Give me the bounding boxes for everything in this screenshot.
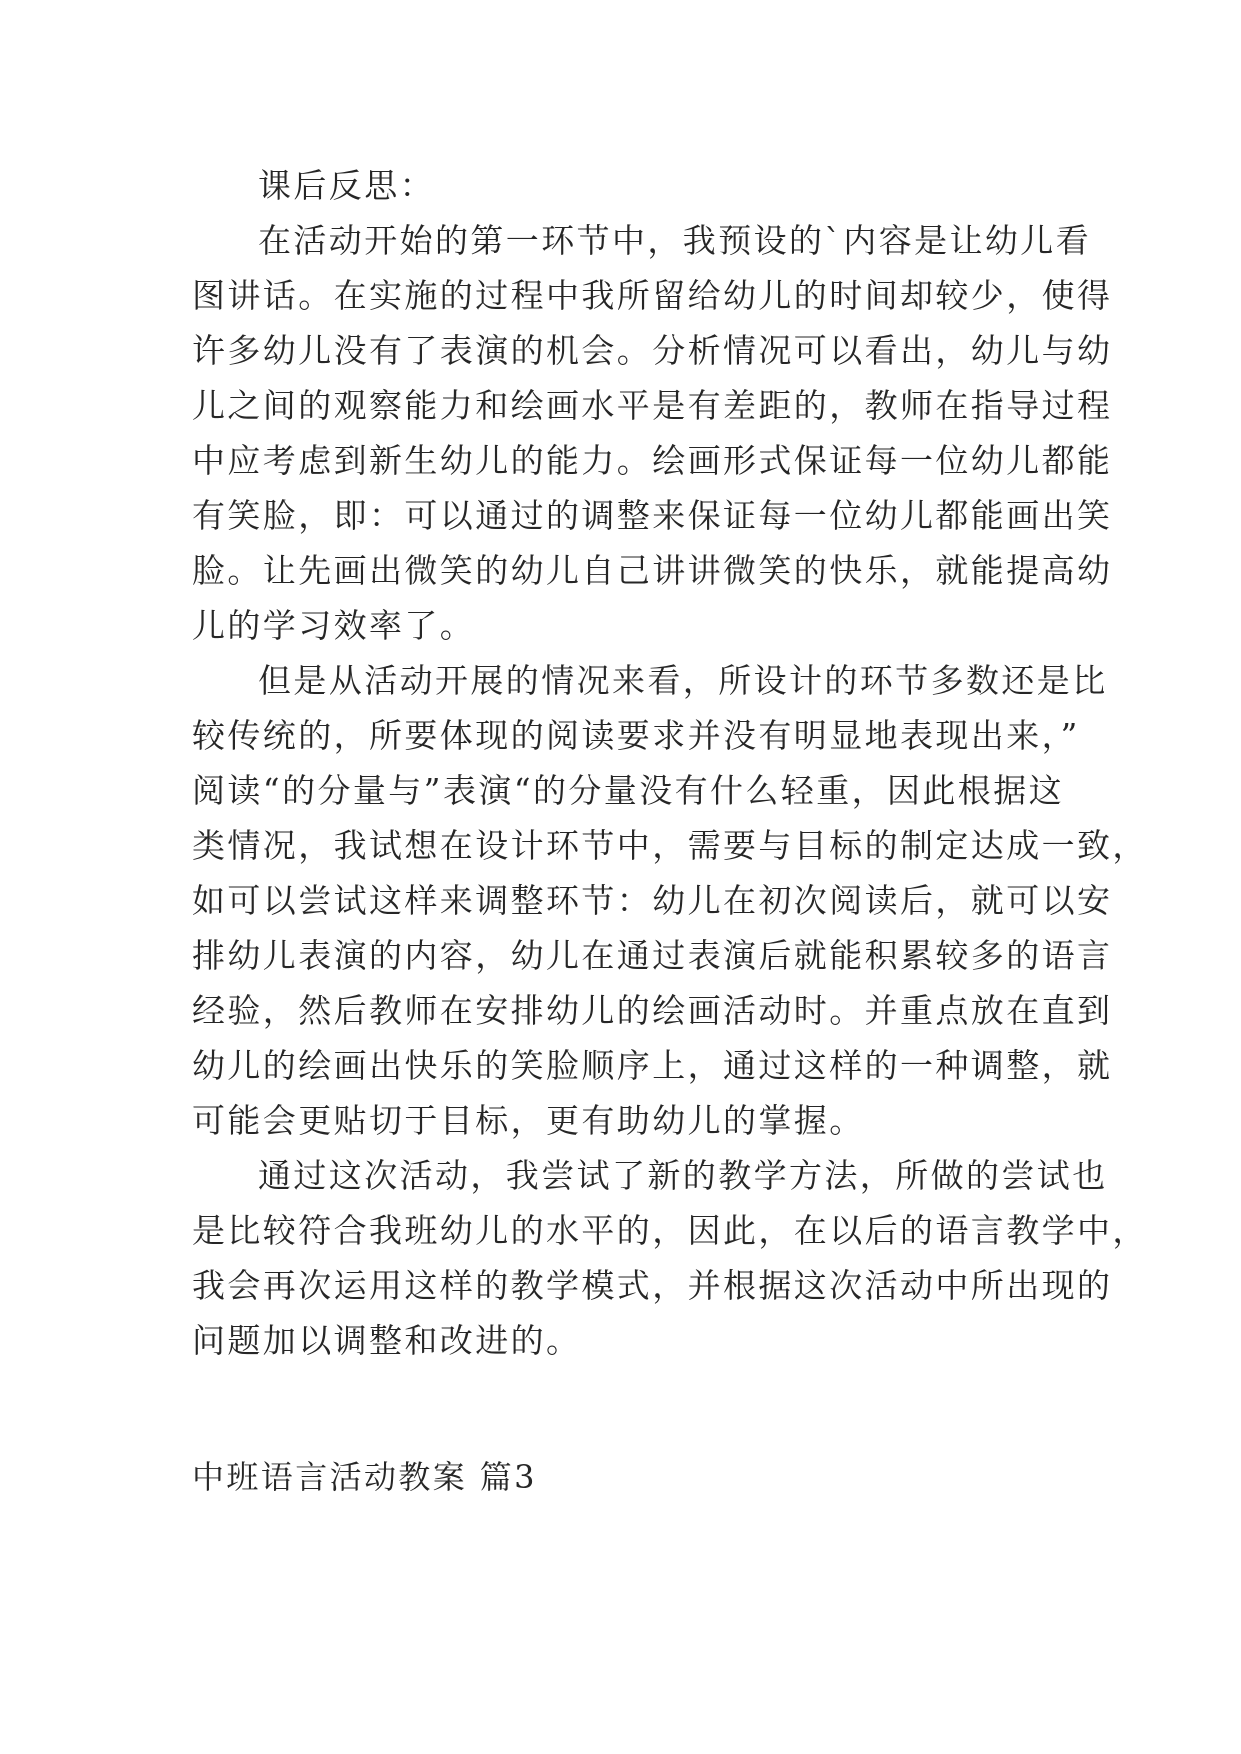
paragraph-1 <box>192 213 1113 653</box>
paragraph-line: 儿之间的观察能力和绘画水平是有差距的，教师在指导过程 <box>192 386 1113 425</box>
paragraph-line: 但是从活动开展的情况来看，所设计的环节多数还是比 <box>258 661 1108 700</box>
paragraph-line: 排幼儿表演的内容，幼儿在通过表演后就能积累较多的语言 <box>192 936 1113 975</box>
paragraph-line: 经验，然后教师在安排幼儿的绘画活动时。并重点放在直到 <box>192 991 1113 1030</box>
paragraph-2 <box>192 653 1148 1148</box>
paragraph-line: 图讲话。在实施的过程中我所留给幼儿的时间却较少，使得 <box>192 276 1113 315</box>
paragraph-line: 在活动开始的第一环节中，我预设的`内容是让幼儿看 <box>258 221 1092 260</box>
document-page <box>192 158 1148 1505</box>
spacer <box>192 1368 1054 1450</box>
paragraph-line: 类情况，我试想在设计环节中，需要与目标的制定达成一致， <box>192 826 1148 865</box>
paragraph-line: 脸。让先画出微笑的幼儿自己讲讲微笑的快乐，就能提高幼 <box>192 551 1113 590</box>
paragraph-line: 中应考虑到新生幼儿的能力。绘画形式保证每一位幼儿都能 <box>192 441 1113 480</box>
paragraph-line: 我会再次运用这样的教学模式，并根据这次活动中所出现的 <box>192 1266 1113 1305</box>
paragraph-line: 儿的学习效率了。 <box>192 606 476 645</box>
paragraph-line: 可能会更贴切于目标，更有助幼儿的掌握。 <box>192 1101 865 1140</box>
paragraph-line: 问题加以调整和改进的。 <box>192 1321 582 1360</box>
paragraph-line: 阅读“的分量与”表演“的分量没有什么轻重，因此根据这 <box>192 771 1065 810</box>
paragraph-line: 是比较符合我班幼儿的水平的，因此，在以后的语言教学中， <box>192 1211 1148 1250</box>
paragraph-line: 较传统的，所要体现的阅读要求并没有明显地表现出来，” <box>192 716 1080 755</box>
reflection-title: 课后反思： <box>258 166 435 205</box>
paragraph-3 <box>192 1148 1148 1368</box>
paragraph-line: 幼儿的绘画出快乐的笑脸顺序上，通过这样的一种调整，就 <box>192 1046 1113 1085</box>
paragraph-line: 通过这次活动，我尝试了新的教学方法，所做的尝试也 <box>258 1156 1108 1195</box>
paragraph-line: 许多幼儿没有了表演的机会。分析情况可以看出，幼儿与幼 <box>192 331 1113 370</box>
section-heading: 中班语言活动教案 篇3 <box>192 1458 537 1496</box>
paragraph-line: 有笑脸，即：可以通过的调整来保证每一位幼儿都能画出笑 <box>192 496 1113 535</box>
paragraph-line: 如可以尝试这样来调整环节：幼儿在初次阅读后，就可以安 <box>192 881 1113 920</box>
